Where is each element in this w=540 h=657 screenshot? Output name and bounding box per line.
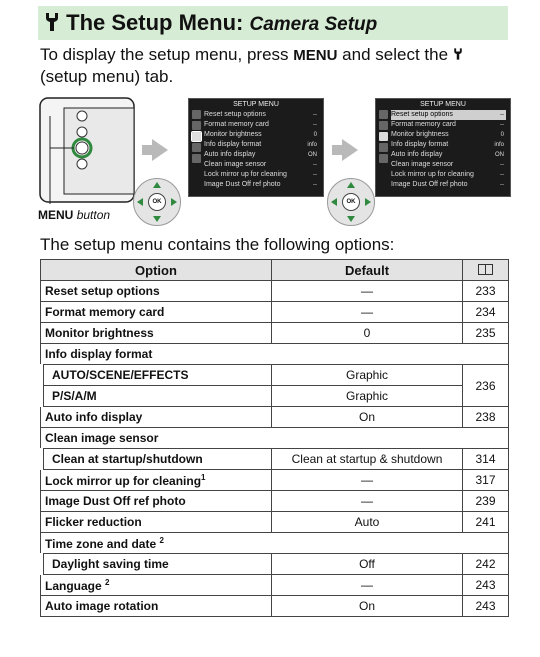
title-sub: Camera Setup: [249, 14, 378, 35]
table-row: [41, 575, 509, 596]
footnote-mark: 1: [201, 472, 206, 482]
menu-tabs: [191, 109, 202, 193]
caption-text: button: [76, 208, 111, 222]
tab-icon: [192, 110, 201, 119]
option-cell: Clean at startup/shutdown: [41, 449, 272, 470]
illustration: [38, 96, 518, 226]
tab-icon: [192, 132, 201, 141]
default-cell: 0: [272, 323, 463, 344]
intro-text: [40, 44, 510, 87]
menu-row: Image Dust Off ref photo --: [204, 181, 317, 188]
menu-row: Auto info display ON: [204, 151, 317, 158]
tab-icon: [379, 132, 388, 141]
option-cell: AUTO/SCENE/EFFECTS: [41, 365, 272, 386]
page-cell: 242: [463, 554, 509, 575]
default-cell: —: [272, 491, 463, 512]
arrow-right-icon: [152, 139, 168, 161]
option-cell: Format memory card: [41, 302, 272, 323]
default-cell: On: [272, 407, 463, 428]
menu-key: MENU: [293, 47, 338, 64]
arrow-right-icon: [342, 139, 358, 161]
default-cell: Graphic: [272, 365, 463, 386]
page-cell: 243: [463, 575, 509, 596]
table-row: [41, 281, 509, 302]
table-row: [41, 344, 509, 365]
option-cell: Monitor brightness: [41, 323, 272, 344]
menu-row: Info display format info: [204, 141, 317, 148]
menu-row: Lock mirror up for cleaning --: [204, 171, 317, 178]
menu-row: Lock mirror up for cleaning --: [391, 171, 504, 178]
default-cell: Clean at startup & shutdown: [272, 449, 463, 470]
option-group-cell: Info display format: [41, 344, 509, 365]
default-cell: Auto: [272, 512, 463, 533]
ok-button-icon: OK: [148, 193, 166, 211]
camera-back-illustration: [38, 96, 136, 206]
option-cell: P/S/A/M: [41, 386, 272, 407]
table-row: [41, 302, 509, 323]
wrench-icon: [453, 47, 463, 61]
default-cell: —: [272, 281, 463, 302]
menu-row: Monitor brightness 0: [391, 131, 504, 138]
option-group-cell: Clean image sensor: [41, 428, 509, 449]
caption-key: MENU: [38, 208, 74, 222]
menu-row: Info display format info: [391, 141, 504, 148]
table-row: [41, 533, 509, 554]
table-row: [41, 323, 509, 344]
table-row: [41, 491, 509, 512]
option-cell: Lock mirror up for cleaning$^1$: [41, 470, 272, 491]
option-cell: Image Dust Off ref photo: [41, 491, 272, 512]
screen2-rows: [391, 110, 506, 190]
menu-row: Clean image sensor --: [391, 161, 504, 168]
tab-icon: [192, 143, 201, 152]
page-cell: 243: [463, 596, 509, 617]
screen-after: [375, 98, 511, 197]
menu-row: Auto info display ON: [391, 151, 504, 158]
multi-selector-pad: [133, 178, 181, 226]
menu-row: Monitor brightness 0: [204, 131, 317, 138]
tab-icon: [192, 121, 201, 130]
col-page: [463, 260, 509, 281]
table-row: [41, 407, 509, 428]
page-cell: 235: [463, 323, 509, 344]
tab-icon: [379, 110, 388, 119]
option-cell: Language $^2$: [41, 575, 272, 596]
page-cell: 236: [463, 365, 509, 407]
table-row: [41, 365, 509, 386]
page-cell: 239: [463, 491, 509, 512]
default-cell: —: [272, 575, 463, 596]
title-main: The Setup Menu:: [66, 10, 244, 35]
menu-row: Reset setup options --: [204, 111, 317, 118]
menu-row: Format memory card --: [391, 121, 504, 128]
intro-post2: (setup menu) tab.: [40, 67, 174, 86]
default-cell: —: [272, 302, 463, 323]
option-group-cell: Time zone and date $^2$: [41, 533, 509, 554]
page-cell: 317: [463, 470, 509, 491]
menu-row-selected: Reset setup options --: [391, 111, 504, 118]
page-cell: 238: [463, 407, 509, 428]
options-intro: The setup menu contains the following options:: [40, 235, 395, 254]
screen-title: SETUP MENU: [233, 101, 279, 108]
direction-arrows-icon: [328, 179, 374, 225]
page-cell: 234: [463, 302, 509, 323]
intro-pre: To display the setup menu, press: [40, 45, 289, 64]
intro-post: and select the: [342, 45, 449, 64]
option-cell: Reset setup options: [41, 281, 272, 302]
page-cell: 314: [463, 449, 509, 470]
tab-icon: [192, 154, 201, 163]
menu-tabs: [378, 109, 389, 193]
option-cell: Auto info display: [41, 407, 272, 428]
option-cell: Flicker reduction: [41, 512, 272, 533]
footnote-mark: 2: [159, 535, 164, 545]
table-row: [41, 386, 509, 407]
multi-selector-pad: [327, 178, 375, 226]
page-cell: 233: [463, 281, 509, 302]
menu-row: Format memory card --: [204, 121, 317, 128]
option-cell: Auto image rotation: [41, 596, 272, 617]
default-cell: Off: [272, 554, 463, 575]
table-row: [41, 596, 509, 617]
default-cell: Graphic: [272, 386, 463, 407]
table-row: [41, 554, 509, 575]
ok-button-icon: OK: [342, 193, 360, 211]
wrench-icon: [44, 12, 60, 32]
option-cell: Daylight saving time: [41, 554, 272, 575]
book-icon: [478, 264, 493, 275]
screen-title: SETUP MENU: [420, 101, 466, 108]
direction-arrows-icon: [134, 179, 180, 225]
default-cell: —: [272, 470, 463, 491]
tab-icon: [379, 143, 388, 152]
table-row: [41, 512, 509, 533]
table-row: [41, 449, 509, 470]
menu-button-caption: [38, 208, 110, 222]
setup-options-table: [38, 259, 509, 617]
table-header: [41, 260, 509, 281]
page-title: [44, 8, 377, 40]
page-cell: 241: [463, 512, 509, 533]
menu-row: Image Dust Off ref photo --: [391, 181, 504, 188]
col-option: Option: [41, 260, 272, 281]
tab-icon: [379, 154, 388, 163]
default-cell: On: [272, 596, 463, 617]
screen1-rows: [204, 110, 319, 190]
col-default: Default: [272, 260, 463, 281]
screen-before: [188, 98, 324, 197]
table-row: [41, 428, 509, 449]
tab-icon: [379, 121, 388, 130]
menu-row: Clean image sensor --: [204, 161, 317, 168]
table-row: [41, 470, 509, 491]
footnote-mark: 2: [105, 577, 110, 587]
